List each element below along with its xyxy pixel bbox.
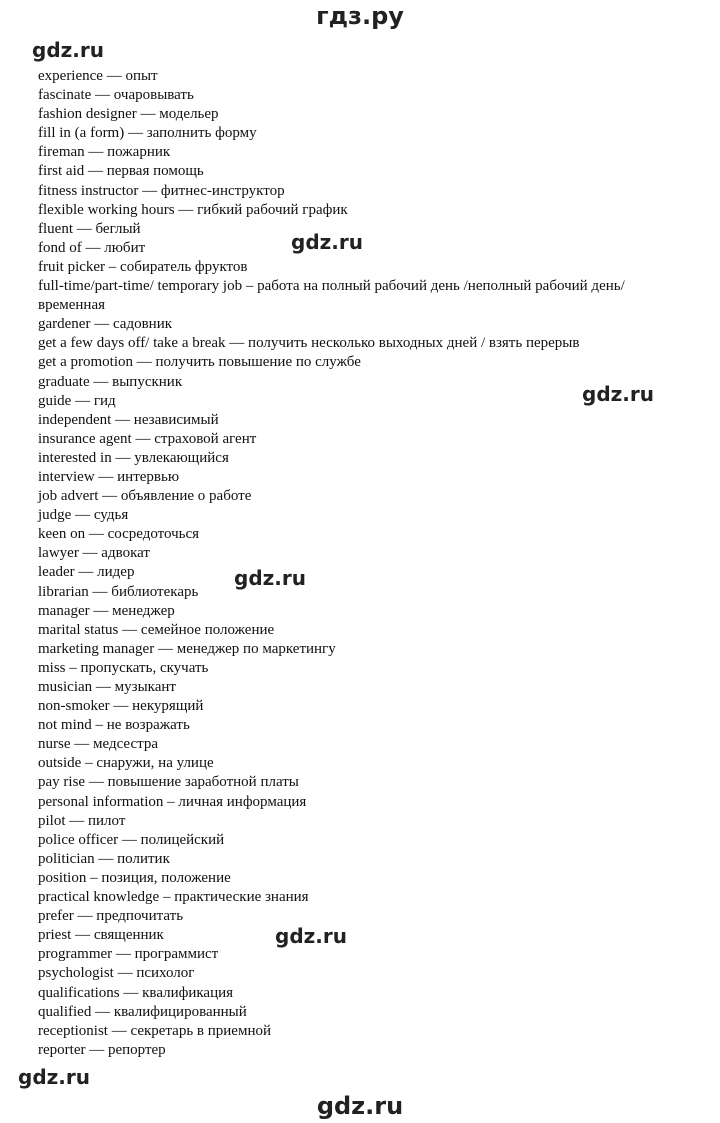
vocabulary-entry: programmer — программист [38,946,219,963]
vocabulary-entry: guide — гид [38,392,116,409]
vocabulary-entry: independent — независимый [38,411,219,428]
vocabulary-entry: receptionist — секретарь в приемной [38,1022,271,1039]
vocabulary-entry: interested in — увлекающийся [38,449,229,466]
vocabulary-entry: fond of — любит [38,239,146,256]
vocabulary-entry: miss – пропускать, скучать [38,659,209,676]
vocabulary-entry: personal information – личная информация [38,793,307,810]
vocabulary-entry: full-time/part-time/ temporary job – работа на полный рабочий день /неполный рабочий день/ временная [38,278,625,314]
vocabulary-entry: non-smoker — некурящий [38,698,204,715]
vocabulary-entry: fascinate — очаровывать [38,87,194,104]
vocabulary-entry: graduate — выпускник [38,373,183,390]
watermark: gdz.ru [32,38,104,62]
vocabulary-entry: get a promotion — получить повышение по службе [38,354,361,371]
vocabulary-entry: fill in (a form) — заполнить форму [38,125,257,142]
site-header-title: гдз.ру [316,2,404,30]
vocabulary-entry: flexible working hours — гибкий рабочий график [38,201,348,218]
vocabulary-entry: interview — интервью [38,468,180,485]
vocabulary-entry: outside – снаружи, на улице [38,755,214,772]
vocabulary-entry: experience — опыт [38,68,158,84]
vocabulary-entry: marketing manager — менеджер по маркетингу [38,640,336,657]
vocabulary-entry: manager — менеджер [38,602,175,619]
vocabulary-entry: politician — политик [38,850,170,867]
vocabulary-entry: position – позиция, положение [38,869,231,886]
vocabulary-entry: nurse — медсестра [38,736,158,753]
watermark: gdz.ru [234,566,306,590]
vocabulary-entry: qualified — квалифицированный [38,1003,247,1020]
vocabulary-entry: first aid — первая помощь [38,163,204,180]
vocabulary-entry: not mind – не возражать [38,717,190,734]
vocabulary-entry: insurance agent — страховой агент [38,430,257,447]
vocabulary-entry: qualifications — квалификация [38,984,234,1001]
vocabulary-entry: psychologist — психолог [38,965,195,982]
vocabulary-entry: keen on — сосредоточься [38,526,200,543]
vocabulary-entry: judge — судья [38,507,129,524]
vocabulary-entry: fashion designer — модельер [38,106,219,123]
vocabulary-entry: priest — священник [38,927,164,944]
vocabulary-list [38,67,678,1060]
vocabulary-entry: fluent — беглый [38,220,141,237]
vocabulary-entry: prefer — предпочитать [38,908,184,925]
vocabulary-entry: leader — лидер [38,564,135,581]
vocabulary-entry: reporter — репортер [38,1041,166,1058]
watermark: gdz.ru [18,1065,90,1089]
vocabulary-entry: fruit picker – собиратель фруктов [38,258,248,275]
vocabulary-entry: practical knowledge – практические знания [38,889,309,906]
vocabulary-entry: musician — музыкант [38,679,176,695]
vocabulary-entry: lawyer — адвокат [38,545,150,562]
vocabulary-entry: pay rise — повышение заработной платы [38,774,299,791]
watermark: gdz.ru [291,230,363,254]
vocabulary-entry: gardener — садовник [38,316,173,333]
vocabulary-entry: pilot — пилот [38,812,126,829]
watermark: gdz.ru [582,382,654,406]
vocabulary-entry: fitness instructor — фитнес-инструктор [38,182,285,199]
vocabulary-entry: police officer — полицейский [38,831,225,848]
watermark: gdz.ru [275,924,347,948]
vocabulary-entry: job advert — объявление о работе [38,488,252,505]
vocabulary-entry: marital status — семейное положение [38,621,275,638]
vocabulary-entry: librarian — библиотекарь [38,583,199,600]
site-footer-link: gdz.ru [316,1092,404,1120]
vocabulary-entry: get a few days off/ take a break — получить несколько выходных дней / взять перерыв [38,335,580,352]
vocabulary-entry: fireman — пожарник [38,144,171,161]
